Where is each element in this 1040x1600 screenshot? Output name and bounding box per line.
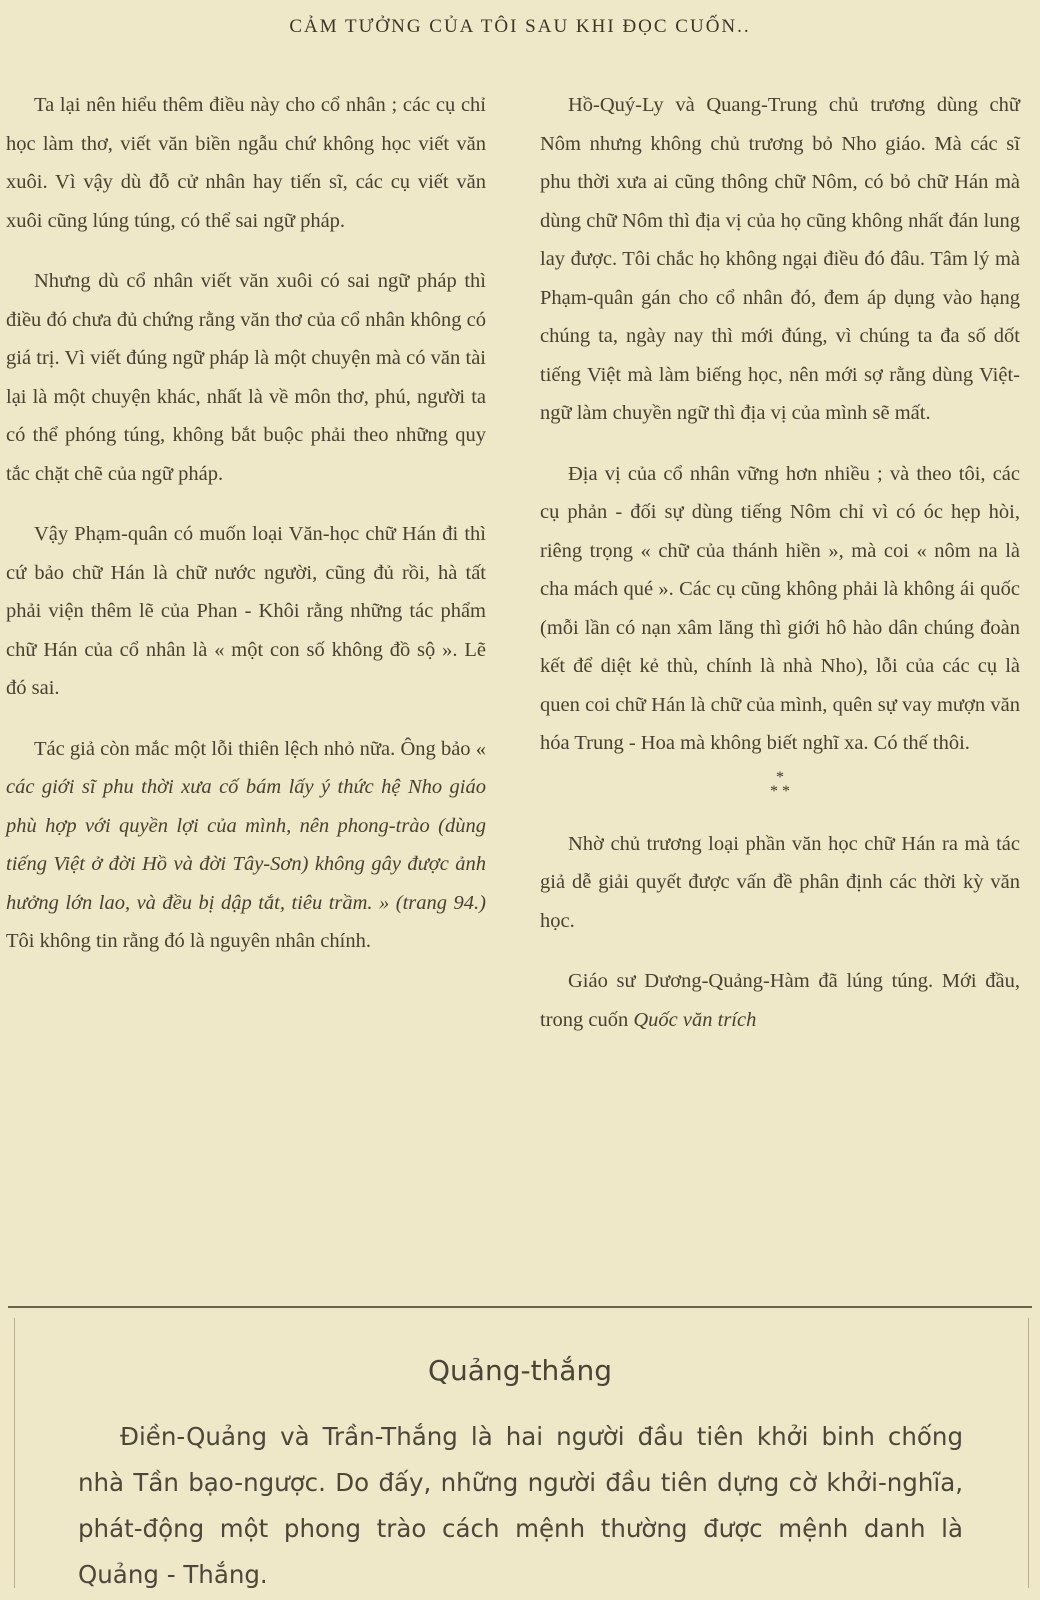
paragraph-intro: Giáo sư Dương-Quảng-Hàm đã lúng túng. Mới đầu, trong cuốn: [540, 970, 1020, 1031]
right-column: [540, 86, 1020, 1039]
paragraph-intro: Tác giả còn mắc một lỗi thiên lệch nhỏ nữa. Ông bảo «: [34, 737, 486, 760]
paragraph: Ta lại nên hiểu thêm điều này cho cổ nhân ; các cụ chỉ học làm thơ, viết văn biền ngẫu chứ không học viết văn xuôi. Vì vậy dù đỗ cử nhân hay tiến sĩ, các cụ viết văn xuôi cũng lúng túng, có thể sai ngữ pháp.: [6, 94, 486, 232]
left-column: [6, 86, 486, 961]
paragraph: Nhưng dù cổ nhân viết văn xuôi có sai ngữ pháp thì điều đó chưa đủ chứng rằng văn thơ của cổ nhân không có giá trị. Vì viết đúng ngữ pháp là một chuyện mà có văn tài lại là một chuyện khác, nhất là về môn thơ, phú, người ta có thể phóng túng, không bắt buộc phải theo những quy tắc chặt chẽ của ngữ pháp.: [6, 270, 486, 485]
paragraph: Hồ-Quý-Ly và Quang-Trung chủ trương dùng chữ Nôm nhưng không chủ trương bỏ Nho giáo. Mà các sĩ phu thời xưa ai cũng thông chữ Nôm, có bỏ chữ Hán mà dùng chữ Nôm thì địa vị của họ cũng không nhất đán lung lay được. Tôi chắc họ không ngại điều đó đâu. Tâm lý mà Phạm-quân gán cho cổ nhân đó, đem áp dụng vào hạng chúng ta, ngày nay thì mới đúng, vì chúng ta đa số dốt tiếng Việt mà làm biếng học, nên mới sợ rằng dùng Việt-ngữ làm chuyền ngữ thì địa vị của mình sẽ mất.: [540, 94, 1020, 424]
box-title: Quảng-thắng: [428, 1354, 612, 1387]
divider-rule: [8, 1306, 1032, 1308]
running-header: CẢM TƯỞNG CỦA TÔI SAU KHI ĐỌC CUỐN..: [289, 16, 751, 37]
paragraph: [6, 730, 486, 961]
separator-star-top: *: [776, 768, 784, 786]
section-separator: [540, 768, 1020, 800]
separator-stars-bottom: * *: [770, 782, 790, 800]
paragraph: Vậy Phạm-quân có muốn loại Văn-học chữ Hán đi thì cứ bảo chữ Hán là chữ nước người, cũng đủ rồi, hà tất phải viện thêm lẽ của Phan - Khôi rằng những tác phẩm chữ Hán của cổ nhân là « một con số không đồ sộ ». Lẽ đó sai.: [6, 523, 486, 699]
paragraph: Nhờ chủ trương loại phần văn học chữ Hán ra mà tác giả dễ giải quyết được vấn đề phân định các thời kỳ văn học.: [540, 832, 1020, 932]
paragraph: Địa vị của cổ nhân vững hơn nhiều ; và theo tôi, các cụ phản - đối sự dùng tiếng Nôm chỉ vì có óc hẹp hòi, riêng trọng « chữ của thánh hiền », mà coi « nôm na là cha mách qué ». Các cụ cũng không phải là không ái quốc (mỗi lần có nạn xâm lăng thì giới hô hào dân chúng đoàn kết để diệt kẻ thù, chính là nhà Nho), lỗi của các cụ là quen coi chữ Hán là chữ của mình, quên sự vay mượn văn hóa Trung - Hoa mà không biết nghĩ xa. Có thế thôi.: [540, 462, 1020, 754]
book-title: Quốc văn trích: [633, 1008, 757, 1031]
paragraph: [540, 962, 1020, 1039]
box-body: Điền-Quảng và Trần-Thắng là hai người đầu tiên khởi binh chống nhà Tần bạo-ngược. Do đấy, những người đầu tiên dựng cờ khởi-nghĩa, phát-động một phong trào cách mệnh thường được mệnh danh là Quảng - Thắng.: [78, 1422, 963, 1589]
italic-quote: các giới sĩ phu thời xưa cố bám lấy ý thức hệ Nho giáo phù hợp với quyền lợi của mình, nên phong-trào (dùng tiếng Việt ở đời Hồ và đời Tây-Sơn) không gây được ảnh hưởng lớn lao, và đều bị dập tắt, tiêu trầm. » (trang 94.): [6, 776, 486, 914]
paragraph-ending: Tôi không tin rằng đó là nguyên nhân chính.: [6, 930, 371, 952]
